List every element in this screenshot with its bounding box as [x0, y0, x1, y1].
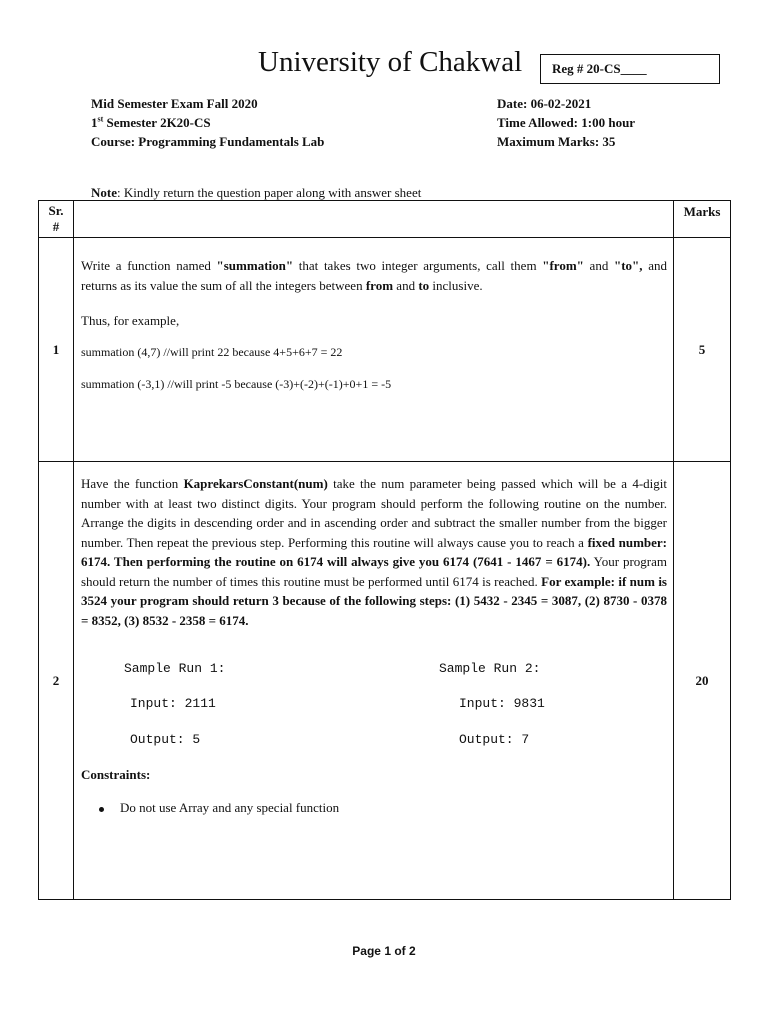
sr-header-line1: Sr. — [48, 203, 64, 218]
course-name: Course: Programming Fundamentals Lab — [91, 134, 325, 149]
question-cell — [74, 238, 674, 462]
note-line — [91, 185, 421, 201]
maximum-marks: Maximum Marks: 35 — [497, 134, 616, 149]
of-word: of — [391, 944, 409, 958]
page-word: Page — [352, 944, 385, 958]
constraint-item — [99, 800, 339, 816]
semester-ordinal: st — [97, 114, 104, 124]
exam-info-right — [497, 94, 635, 151]
example-intro: Thus, for example, — [81, 313, 180, 328]
bullet-icon — [99, 807, 104, 812]
question-table — [38, 200, 731, 900]
page-total: 2 — [409, 944, 416, 958]
sample-run-2-output: Output: 7 — [459, 732, 530, 747]
question-marks: 20 — [674, 462, 731, 900]
question-number: 2 — [39, 462, 74, 900]
semester-line — [91, 113, 324, 132]
example-line: summation (-3,1) //will print -5 because (-3)+(-2)+(-1)+0+1 = -5 — [81, 377, 392, 391]
registration-box: Reg # 20-CS____ — [540, 54, 720, 84]
university-title: University of Chakwal — [258, 46, 523, 78]
sample-run-2-title: Sample Run 2: — [439, 661, 541, 676]
constraints-label: Constraints: — [81, 767, 151, 782]
marks-header: Marks — [674, 201, 731, 238]
question-cell — [74, 462, 674, 900]
exam-name: Mid Semester Exam Fall 2020 — [91, 96, 258, 111]
example-line: summation (4,7) //will print 22 because 4+5+6+7 = 22 — [81, 345, 343, 359]
note-text: : Kindly return the question paper along with answer sheet — [117, 185, 422, 200]
semester-text: Semester 2K20-CS — [103, 115, 211, 130]
table-header-row — [39, 201, 731, 238]
page-footer — [0, 944, 768, 958]
question-text: Write a function named "summation" that takes two integer arguments, call them "from" and "to", and returns as its value the sum of all the integers between from and to inclusive. — [81, 258, 667, 293]
question-marks: 5 — [674, 238, 731, 462]
page-number: 1 — [384, 944, 391, 958]
table-row — [39, 238, 731, 462]
constraint-text: Do not use Array and any special function — [120, 800, 340, 815]
question-text: Have the function KaprekarsConstant(num) take the num parameter being passed which will be a 4-digit number with at least two distinct digits. Your program should perform the following routine on the number. Arrange the digits in descending order and in ascending order and subtract the smaller number from the bigger number. Then repeat the previous step. Performing this routine will always cause you to reach a fixed number: 6174. Then performing the routine on 6174 will always give you 6174 (7641 - 1467 = 6174). Your program should return the number of times this routine must be performed until 6174 is reached. For example: if num is 3524 your program should return 3 because of the following steps: (1) 5432 - 2345 = 3087, (2) 8730 - 0378 = 8352, (3) 8532 - 2358 = 6174. — [81, 476, 667, 628]
sample-run-1-input: Input: 2111 — [130, 696, 216, 711]
sample-run-1-output: Output: 5 — [130, 732, 201, 747]
sr-header — [39, 201, 74, 238]
table-row — [39, 462, 731, 900]
semester-number: 1 — [91, 115, 98, 130]
exam-info-left — [91, 94, 324, 151]
exam-date: Date: 06-02-2021 — [497, 96, 592, 111]
time-allowed: Time Allowed: 1:00 hour — [497, 115, 636, 130]
note-label: Note — [91, 185, 117, 200]
sample-run-2-input: Input: 9831 — [459, 696, 545, 711]
question-header — [74, 201, 674, 238]
question-number: 1 — [39, 238, 74, 462]
sr-header-line2: # — [52, 219, 60, 234]
sample-run-1-title: Sample Run 1: — [124, 661, 226, 676]
